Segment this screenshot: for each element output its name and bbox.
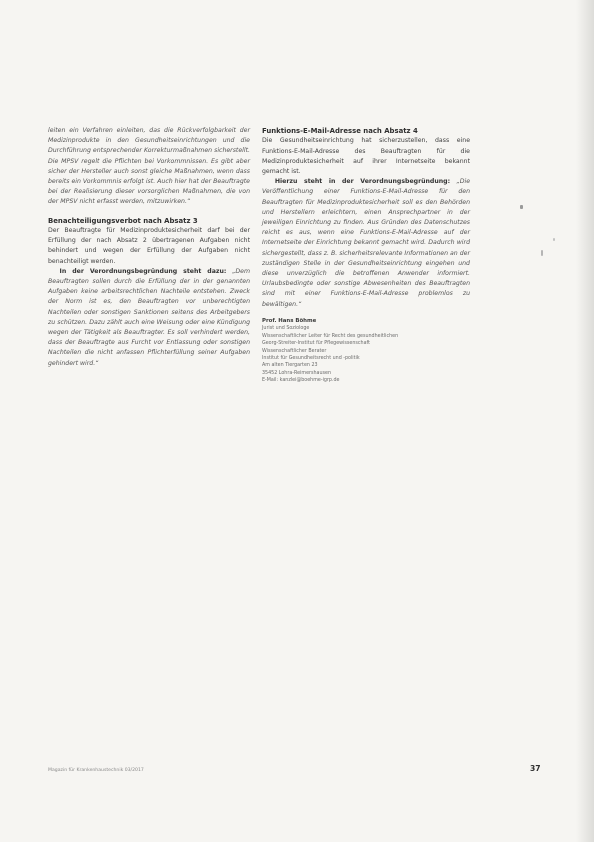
scan-speck xyxy=(541,250,543,256)
left-column xyxy=(48,126,250,369)
paragraph-absatz-4: Die Gesundheitseinrichtung hat sicherzustellen, dass eine Funktions-E-Mail-Adresse des Beauftragten für die Medizinproduktesicherheit auf ihrer Internetseite bekannt gemacht ist. xyxy=(262,137,470,176)
author-line: Wissenschaftlicher Leiter für Recht des gesundheitlichen xyxy=(262,333,399,339)
scan-speck xyxy=(553,238,555,241)
author-line: Georg-Streiter-Institut für Pflegewissenschaft xyxy=(262,341,370,347)
author-line: Am alten Tiergarten 23 xyxy=(262,363,318,369)
lead-in-text: Hierzu steht in der Verordnungsbegründung: xyxy=(274,178,451,186)
author-line: 35452 Lohra-Reimershausen xyxy=(262,370,331,376)
author-line: Institut für Gesundheitsrecht und -politik xyxy=(262,356,360,362)
paragraph-begruendung-absatz-3 xyxy=(48,267,250,369)
author-name: Prof. Hans Böhme xyxy=(262,317,317,324)
page-edge-shadow xyxy=(576,0,594,842)
right-column xyxy=(262,126,470,385)
footer-publication: Magazin für Krankenhaustechnik 03/2017 xyxy=(48,768,144,773)
paragraph-absatz-3: Der Beauftragte für Medizinproduktesicherheit darf bei der Erfüllung der nach Absatz 2 übertragenen Aufgaben nicht behindert und wegen der Erfüllung der Aufgaben nicht benachteiligt werden. xyxy=(48,227,250,265)
paragraph-continuation: leiten ein Verfahren einleiten, das die Rückverfolgbarkeit der Medizinprodukte in den Gesundheitseinrichtungen und die Durchführung entsprechender Korrekturmaßnahmen sicherstellt. Die MPSV regelt die Pflichten bei Vorkommnissen. Es gibt aber sicher der Hersteller auch sonst gleiche Maßnahmen, wenn dass bereits ein Vorkommnis erfolgt ist. Auch hier hat der Beauftragte bei der Realisierung dieser vorsorglichen Maßnahmen, die von der MPSV nicht erfasst werden, mitzuwirken.“ xyxy=(48,127,250,206)
heading-funktions-email: Funktions-E-Mail-Adresse nach Absatz 4 xyxy=(262,127,418,135)
heading-benachteiligungsverbot: Benachteiligungsverbot nach Absatz 3 xyxy=(48,216,198,225)
author-email: E-Mail: kanzlei@boehme-igrp.de xyxy=(262,378,340,384)
quote-text: „Dem Beauftragten sollen durch die Erfüllung der in der genannten Aufgaben keine arbeitsrechtlichen Nachteile entstehen. Zweck der Norm ist es, den Beauftragten vor unberechtigten Nachteilen oder sonstigen Sanktionen seitens des Arbeitgebers zu schützen. Dazu zählt auch eine Weisung oder eine Kündigung wegen der Tätigkeit als Beauftragter. Es soll verhindert werden, dass der Beauftragte aus Furcht vor Entlassung oder sonstigen Nachteilen die nicht anfassen Pflichterfüllung seiner Aufgaben gehindert wird.“ xyxy=(48,267,250,367)
author-line: Jurist und Soziologe xyxy=(262,326,310,332)
scan-speck xyxy=(520,205,523,209)
author-block xyxy=(262,318,470,385)
quote-text: „Die Veröffentlichung einer Funktions-E-Mail-Adresse für den Beauftragten für Medizinproduktesicherheit soll es den Behörden und Herstellern erleichtern, einen Ansprechpartner in der jeweiligen Einrichtung zu finden. Aus Gründen des Datenschutzes reicht es aus, wenn eine Funktions-E-Mail-Adresse auf der Internetseite der Einrichtung bekannt gemacht wird. Dadurch wird sichergestellt, dass z. B. sicherheitsrelevante Informationen an der zuständigen Stelle in der Gesundheitseinrichtung eingehen und diese unverzüglich die betroffenen Anwender informiert. Urlaubsbedingte oder sonstige Abwesenheiten des Beauftragten sind mit einer Funktions-E-Mail-Adresse problemlos zu bewältigen.“ xyxy=(262,178,471,308)
author-line: Wissenschaftlicher Berater xyxy=(262,348,327,354)
paragraph-begruendung-absatz-4 xyxy=(262,177,470,310)
lead-in-text: In der Verordnungsbegründung steht dazu: xyxy=(59,267,227,275)
page-number: 37 xyxy=(530,764,541,773)
